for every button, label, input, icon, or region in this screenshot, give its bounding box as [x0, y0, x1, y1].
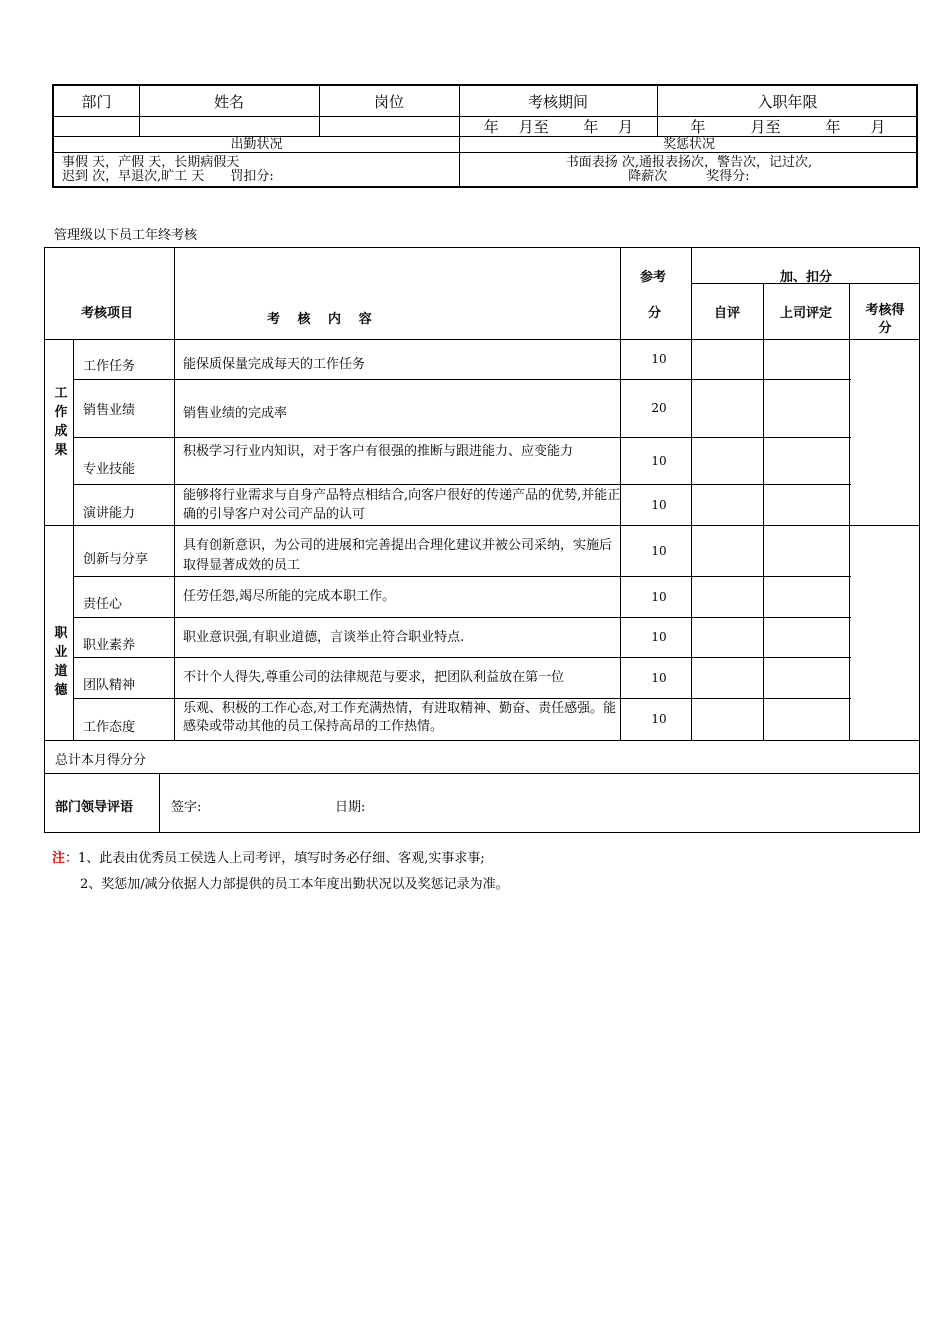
item-content: 能够将行业需求与自身产品特点相结合,向客户很好的传递产品的优势,并能正确的引导客户对公司产品的认可: [183, 488, 621, 522]
divider: [763, 283, 764, 740]
divider: [691, 248, 692, 740]
divider: [73, 484, 851, 485]
header-ref-score: 参考: [640, 270, 667, 285]
item-content: 不计个人得失,尊重公司的法律规范与要求，把团队利益放在第一位: [183, 670, 565, 685]
item-ref-score: 10: [651, 498, 667, 512]
item-ref-score: 10: [651, 590, 667, 604]
divider: [45, 339, 919, 340]
position-field[interactable]: [320, 117, 459, 136]
reward-line: 降薪次 奖得分:: [628, 169, 750, 184]
signature-label[interactable]: 签字:: [171, 800, 202, 815]
reward-details[interactable]: [460, 156, 918, 184]
date-label[interactable]: 日期:: [335, 800, 366, 815]
total-score-label: 总计本月得分分: [55, 753, 147, 768]
header-boss: 上司评定: [779, 306, 832, 321]
divider: [73, 339, 74, 740]
divider: [73, 576, 851, 577]
divider: [174, 248, 175, 740]
item-label: 责任心: [83, 597, 123, 612]
divider: [45, 525, 919, 526]
divider: [45, 740, 919, 741]
item-content: 销售业绩的完成率: [183, 406, 288, 421]
group-professional-ethics: 职业道德: [54, 626, 68, 698]
item-label: 工作任务: [83, 359, 136, 374]
notes: [52, 846, 509, 898]
item-ref-score: 10: [651, 712, 667, 726]
divider: [73, 617, 851, 618]
note-prefix: 注: [52, 851, 66, 866]
divider: [45, 773, 919, 774]
item-ref-score: 10: [651, 671, 667, 685]
header-final-score-line: 分: [878, 321, 892, 336]
appraisal-table: [44, 247, 920, 833]
header-name: 姓名: [213, 92, 244, 111]
note-line-2: 2、奖惩加/减分依据人力部提供的员工本年度出勤状况以及奖惩记录为准。: [80, 877, 509, 892]
reward-title: 奖惩状况: [662, 136, 715, 152]
attendance-details[interactable]: [62, 156, 458, 184]
note-text: ：1、此表由优秀员工侯选人上司考评，填写时务必仔细、客观,实事求事;: [65, 851, 485, 866]
attendance-title: 出勤状况: [230, 136, 283, 152]
name-field[interactable]: [140, 117, 319, 136]
item-label: 职业素养: [83, 638, 136, 653]
divider: [73, 437, 851, 438]
divider: [73, 379, 851, 380]
item-label: 团队精神: [83, 678, 136, 693]
divider: [73, 698, 851, 699]
item-content: 具有创新意识，为公司的进展和完善提出合理化建议并被公司采纳，实施后取得显著成效的员工: [183, 538, 613, 573]
header-period: 考核期间: [527, 92, 588, 111]
header-ref-score-2: 分: [648, 306, 662, 321]
item-label: 创新与分享: [83, 552, 149, 567]
item-content: 职业意识强,有职业道德，言谈举止符合职业特点.: [183, 630, 465, 645]
item-label: 专业技能: [83, 462, 136, 477]
divider: [849, 283, 850, 740]
group-work-results: 工作成果: [54, 386, 68, 458]
leader-comment-label: 部门领导评语: [55, 800, 134, 815]
header-self: 自评: [713, 306, 740, 321]
divider: [54, 152, 916, 153]
item-ref-score: 10: [651, 454, 667, 468]
item-ref-score: 20: [651, 401, 667, 415]
employee-info-table: [52, 84, 918, 188]
attendance-line: 迟到 次，早退次,旷工 天 罚扣分:: [62, 169, 274, 184]
period-field[interactable]: 年 月至 年 月: [483, 118, 634, 136]
item-ref-score: 10: [651, 352, 667, 366]
header-final-score: [849, 302, 921, 338]
note-line-1: [52, 846, 509, 872]
header-content: 考 核 内 容: [267, 312, 372, 327]
header-item: 考核项目: [81, 306, 134, 321]
item-label: 销售业绩: [83, 403, 136, 418]
department-field[interactable]: [54, 117, 139, 136]
item-content: 积极学习行业内知识，对于客户有很强的推断与跟进能力、应变能力: [183, 444, 574, 459]
item-content: 乐观、积极的工作心态,对工作充满热情，有进取精神、勤奋、责任感强。能感染或带动其他的员工保持高昂的工作热情。: [183, 701, 617, 734]
item-ref-score: 10: [651, 544, 667, 558]
header-department: 部门: [81, 92, 112, 111]
divider: [159, 773, 160, 833]
item-ref-score: 10: [651, 630, 667, 644]
reward-line: 书面表扬 次,通报表扬次，警告次，记过次,: [565, 155, 813, 170]
item-content: 任劳任怨,竭尽所能的完成本职工作。: [183, 589, 396, 604]
header-tenure: 入职年限: [757, 92, 818, 111]
form-caption: 管理级以下员工年终考核: [54, 228, 198, 243]
item-content: 能保质保量完成每天的工作任务: [183, 357, 366, 372]
attendance-line: 事假 天，产假 天，长期病假天: [62, 155, 240, 170]
tenure-field[interactable]: 年 月至 年 月: [690, 118, 886, 136]
header-adjust: 加、扣分: [779, 270, 832, 285]
header-final-score-line: 考核得: [865, 303, 905, 318]
divider: [73, 657, 851, 658]
item-label: 工作态度: [83, 720, 136, 735]
item-label: 演讲能力: [83, 506, 136, 521]
header-position: 岗位: [373, 92, 404, 111]
